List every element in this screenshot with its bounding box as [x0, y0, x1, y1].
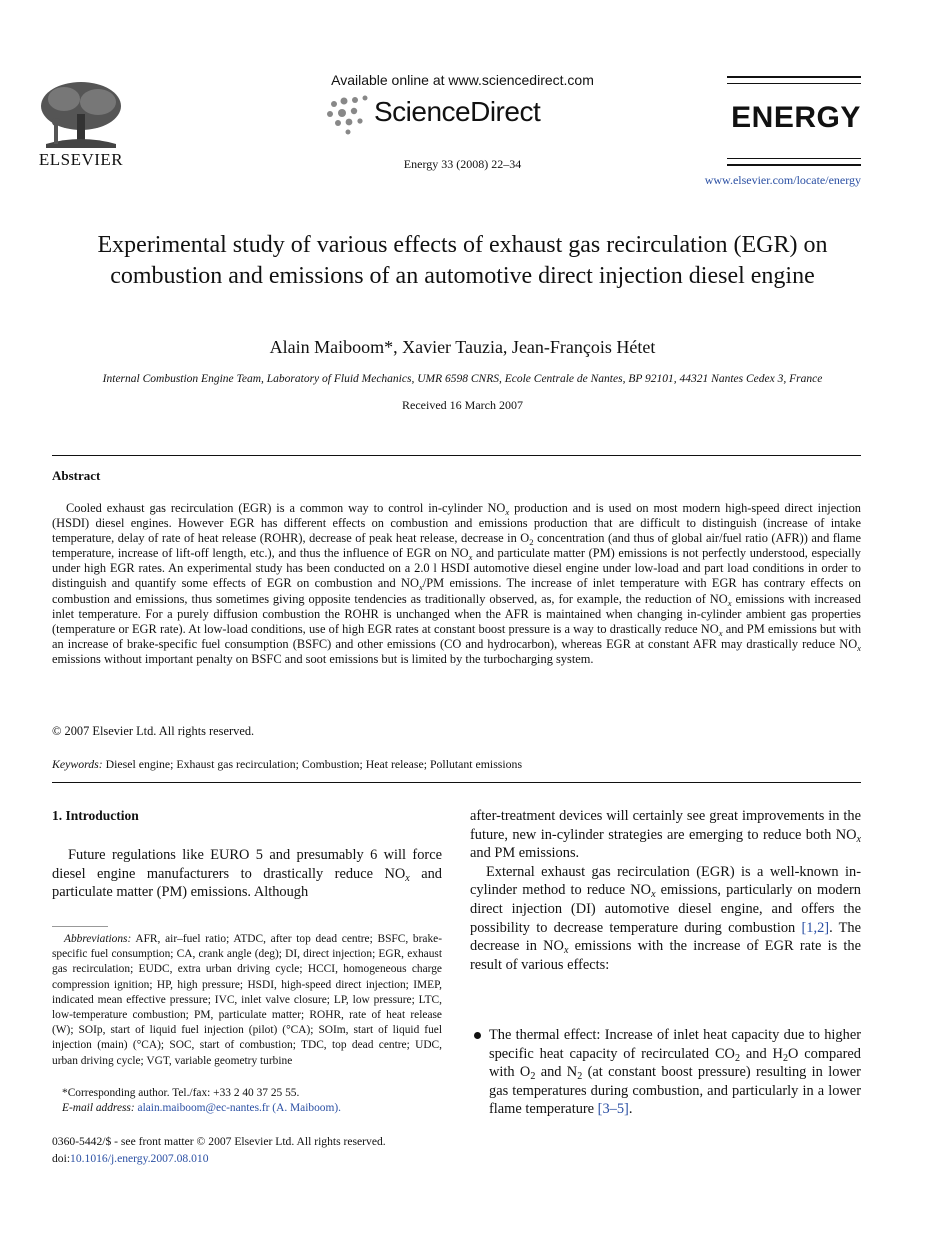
section-heading-introduction: 1. Introduction: [52, 808, 139, 823]
sciencedirect-wordmark: ScienceDirect: [374, 96, 541, 127]
journal-name: ENERGY: [731, 101, 861, 134]
front-matter-line: 0360-5442/$ - see front matter © 2007 Elsevier Ltd. All rights reserved.: [52, 1135, 386, 1148]
journal-rule: [727, 158, 861, 159]
abstract-text: Cooled exhaust gas recirculation (EGR) is a common way to control in-cylinder $NO_x$ production and is used on most modern high-speed direct injection (HSDI) diesel engines. However EGR has different effects on combustion and emissions production that are difficult to distinguish (increase of intake temperature, delay of rate of heat release (ROHR), decrease of peak heat release, decrease in $O_2$ concentration (and thus of global air/fuel ratio (AFR)) and flame temperature, increase of lift-off length, etc.), and thus the influence of EGR on $NO_x$ and particulate matter (PM) emissions is not perfectly understood, especially under high EGR rates. An experimental study has been conducted on a 2.0 l HSDI automotive diesel engine under low-load and part load conditions in order to distinguish and quantify some effects of EGR on combustion and $NO_x/PM$ emissions. The increase of inlet temperature with EGR has contrary effects on combustion and emissions, thus sometimes giving opposite tendencies as traditionally observed, as, for example, the reduction of $NO_x$ emissions with increased inlet temperature. For a purely diffusion combustion the ROHR is unchanged when the AFR is maintained when changing in-cylinder ambient gas properties (temperature or EGR rate). At low-load conditions, use of high EGR rates at constant boost pressure is a way to drastically reduce $NO_x$ and PM emissions but with an increase of brake-specific fuel consumption (BSFC) and other emissions (CO and hydrocarbon), whereas EGR at constant AFR may drastically reduce $NO_x$ emissions without important penalty on BSFC and soot emissions but is limited by the turbocharging system.: [52, 501, 862, 666]
bullet-thermal-effect: The thermal effect: Increase of inlet heat capacity due to higher specific heat capacity of recirculated $CO_2$ and $H_2O$ compared with $O_2$ and $N_2$ (at constant boost pressure) resulting in lower gas temperatures during combustion, and particularly in a lower flame temperature [3–5].: [489, 1027, 861, 1118]
citation-link[interactable]: [1,2]: [801, 919, 830, 936]
journal-url-link[interactable]: www.elsevier.com/locate/energy: [704, 173, 861, 187]
available-online-text: Available online at www.sciencedirect.com: [331, 72, 594, 88]
publisher-name: ELSEVIER: [38, 150, 124, 169]
journal-rule: [727, 76, 861, 78]
email-note: E-mail address: alain.maiboom@ec-nantes.fr (A. Maiboom).: [62, 1102, 341, 1114]
footnote-divider: [52, 926, 108, 927]
paragraph-after-treatment: after-treatment devices will certainly see great improvements in the future, new in-cylinder strategies are emerging to reduce both $NO_x$ and PM emissions.: [470, 808, 861, 862]
journal-rule: [727, 83, 861, 84]
section-divider: [52, 782, 861, 783]
doi-line: doi:10.1016/j.energy.2007.08.010: [52, 1152, 209, 1165]
intro-paragraph: Future regulations like EURO 5 and presumably 6 will force diesel engine manufacturers to drastically reduce $NO_x$ and particulate matter (PM) emissions. Although: [52, 847, 442, 901]
right-column-text: [470, 807, 861, 974]
section-divider: [52, 455, 861, 456]
received-date: Received 16 March 2007: [402, 398, 523, 412]
doi-link[interactable]: 10.1016/j.energy.2007.08.010: [70, 1152, 209, 1165]
author-list: Alain Maiboom*, Xavier Tauzia, Jean-François Hétet: [269, 337, 656, 357]
journal-rule: [727, 164, 861, 166]
journal-citation: Energy 33 (2008) 22–34: [403, 157, 522, 171]
keywords: Keywords: Diesel engine; Exhaust gas recirculation; Combustion; Heat release; Pollutant emissions: [52, 757, 523, 771]
citation-link[interactable]: [3–5]: [597, 1101, 629, 1118]
email-link[interactable]: alain.maiboom@ec-nantes.fr (A. Maiboom).: [134, 1102, 341, 1114]
paragraph-egr: External exhaust gas recirculation (EGR) is a well-known in-cylinder method to reduce $NO_x$ emissions, particularly on modern direct injection (DI) automotive diesel engine, and offers the possibility to decrease temperature during combustion [1,2]. The decrease in $NO_x$ emissions with the increase of EGR rate is the result of various effects:: [470, 863, 862, 973]
article-title: Experimental study of various effects of exhaust gas recirculation (EGR) on combustion and emissions of an automotive direct injection diesel engine: [97, 232, 828, 289]
abstract-heading: Abstract: [52, 468, 101, 483]
corresponding-author-note: *Corresponding author. Tel./fax: +33 2 40 37 25 55.: [62, 1087, 300, 1099]
copyright-notice: © 2007 Elsevier Ltd. All rights reserved.: [52, 724, 255, 738]
abbreviations-footnote: Abbreviations: AFR, air–fuel ratio; ATDC, after top dead centre; BSFC, brake-specific fuel consumption; CA, crank angle (deg); DI, direct injection; EGR, exhaust gas recirculation; EUDC, extra urban driving cycle; HCCI, homogeneous charge compression ignition; HP, high pressure; HSDI, high-speed direct injection; IMEP, indicated mean effective pressure; IVC, inlet valve closure; LP, low pressure; LTC, low-temperature combustion; PM, particulate matter; ROHR, rate of heat release (W); SOIp, start of liquid fuel injection (pilot) (°CA); SOIm, start of liquid fuel injection (main) (°CA); SOC, start of combustion; TDC, top dead centre; UDC, urban driving cycle; VGT, variable geometry turbine: [52, 933, 442, 1067]
bullet-icon: [474, 1032, 481, 1039]
author-affiliation: Internal Combustion Engine Team, Laboratory of Fluid Mechanics, UMR 6598 CNRS, Ecole Centrale de Nantes, BP 92101, 44321 Nantes Cedex 3, France: [102, 373, 823, 385]
